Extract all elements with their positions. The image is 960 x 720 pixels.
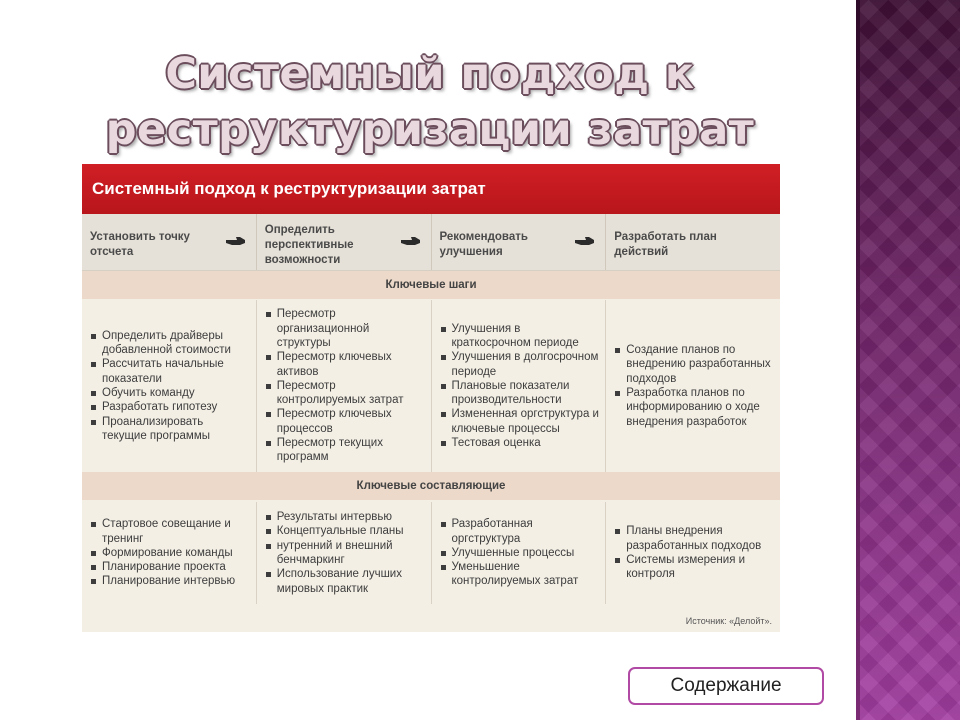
step-4	[606, 214, 780, 270]
section-title-key-steps: Ключевые шаги	[82, 271, 780, 299]
bullet-item: Пересмотр контролируемых затрат	[265, 379, 425, 408]
bullet-item: Создание планов по внедрению разработанных подходов	[614, 343, 774, 386]
bullet-item: Пересмотр ключевых процессов	[265, 407, 425, 436]
key-steps-row	[82, 300, 780, 472]
pointing-hand-icon	[401, 236, 421, 246]
pointing-hand-icon	[575, 236, 595, 246]
bullet-item: Плановые показатели производительности	[440, 379, 600, 408]
bullet-item: Стартовое совещание и тренинг	[90, 517, 250, 546]
bullet-item: Тестовая оценка	[440, 436, 600, 450]
step-3	[432, 214, 607, 270]
key-steps-col-4	[606, 300, 780, 472]
key-components-col-2	[257, 502, 432, 604]
bullet-item: Формирование команды	[90, 546, 250, 560]
bullet-item: Определить драйверы добавленной стоимости	[90, 329, 250, 358]
bullet-item: Рассчитать начальные показатели	[90, 357, 250, 386]
bullet-item: нутренний и внешний бенчмаркинг	[265, 539, 425, 568]
bullet-item: Улучшенные процессы	[440, 546, 600, 560]
bullet-item: Измененная оргструктура и ключевые процессы	[440, 407, 600, 436]
bullet-item: Обучить команду	[90, 386, 250, 400]
bullet-item: Концептуальные планы	[265, 524, 425, 538]
bullet-item: Результаты интервью	[265, 510, 425, 524]
key-components-row	[82, 502, 780, 604]
key-components-col-4	[606, 502, 780, 604]
step-2	[257, 214, 432, 270]
bullet-item: Улучшения в краткосрочном периоде	[440, 322, 600, 351]
bullet-item: Использование лучших мировых практик	[265, 567, 425, 596]
step-label: Рекомендовать улучшения	[439, 231, 528, 258]
bullet-item: Разработка планов по информированию о ходе внедрения разработок	[614, 386, 774, 429]
key-steps-col-3	[432, 300, 607, 472]
slide-title: Системный подход к реструктуризации затрат	[105, 49, 755, 155]
table-header-title: Системный подход к реструктуризации затрат	[82, 164, 780, 214]
key-components-col-3	[432, 502, 607, 604]
bullet-item: Улучшения в долгосрочном периоде	[440, 350, 600, 379]
bullet-item: Разработать гипотезу	[90, 400, 250, 414]
steps-row	[82, 214, 780, 271]
decorative-side-band	[856, 0, 960, 720]
bullet-item: Пересмотр текущих программ	[265, 436, 425, 465]
pointing-hand-icon	[226, 236, 246, 246]
bullet-item: Пересмотр ключевых активов	[265, 350, 425, 379]
contents-button[interactable]: Содержание	[628, 667, 824, 705]
bullet-item: Планы внедрения разработанных подходов	[614, 524, 774, 553]
source-note: Источник: «Делойт».	[685, 616, 772, 626]
step-label: Установить точку отсчета	[90, 231, 190, 258]
bullet-item: Проанализировать текущие программы	[90, 415, 250, 444]
key-components-col-1	[82, 502, 257, 604]
bullet-item: Разработанная оргструктура	[440, 517, 600, 546]
section-title-key-components: Ключевые составляющие	[82, 472, 780, 500]
step-label: Определить перспективные возможности	[264, 223, 354, 266]
key-steps-col-1	[82, 300, 257, 472]
bullet-item: Планирование интервью	[90, 574, 250, 588]
bullet-item: Системы измерения и контроля	[614, 553, 774, 582]
key-steps-col-2	[257, 300, 432, 472]
step-1	[82, 214, 257, 270]
approach-table	[82, 164, 780, 632]
bullet-item: Уменьшение контролируемых затрат	[440, 560, 600, 589]
step-label: Разработать план действий	[614, 231, 717, 258]
side-band-edge	[856, 0, 860, 720]
bullet-item: Планирование проекта	[90, 560, 250, 574]
bullet-item: Пересмотр организационной структуры	[265, 307, 425, 350]
